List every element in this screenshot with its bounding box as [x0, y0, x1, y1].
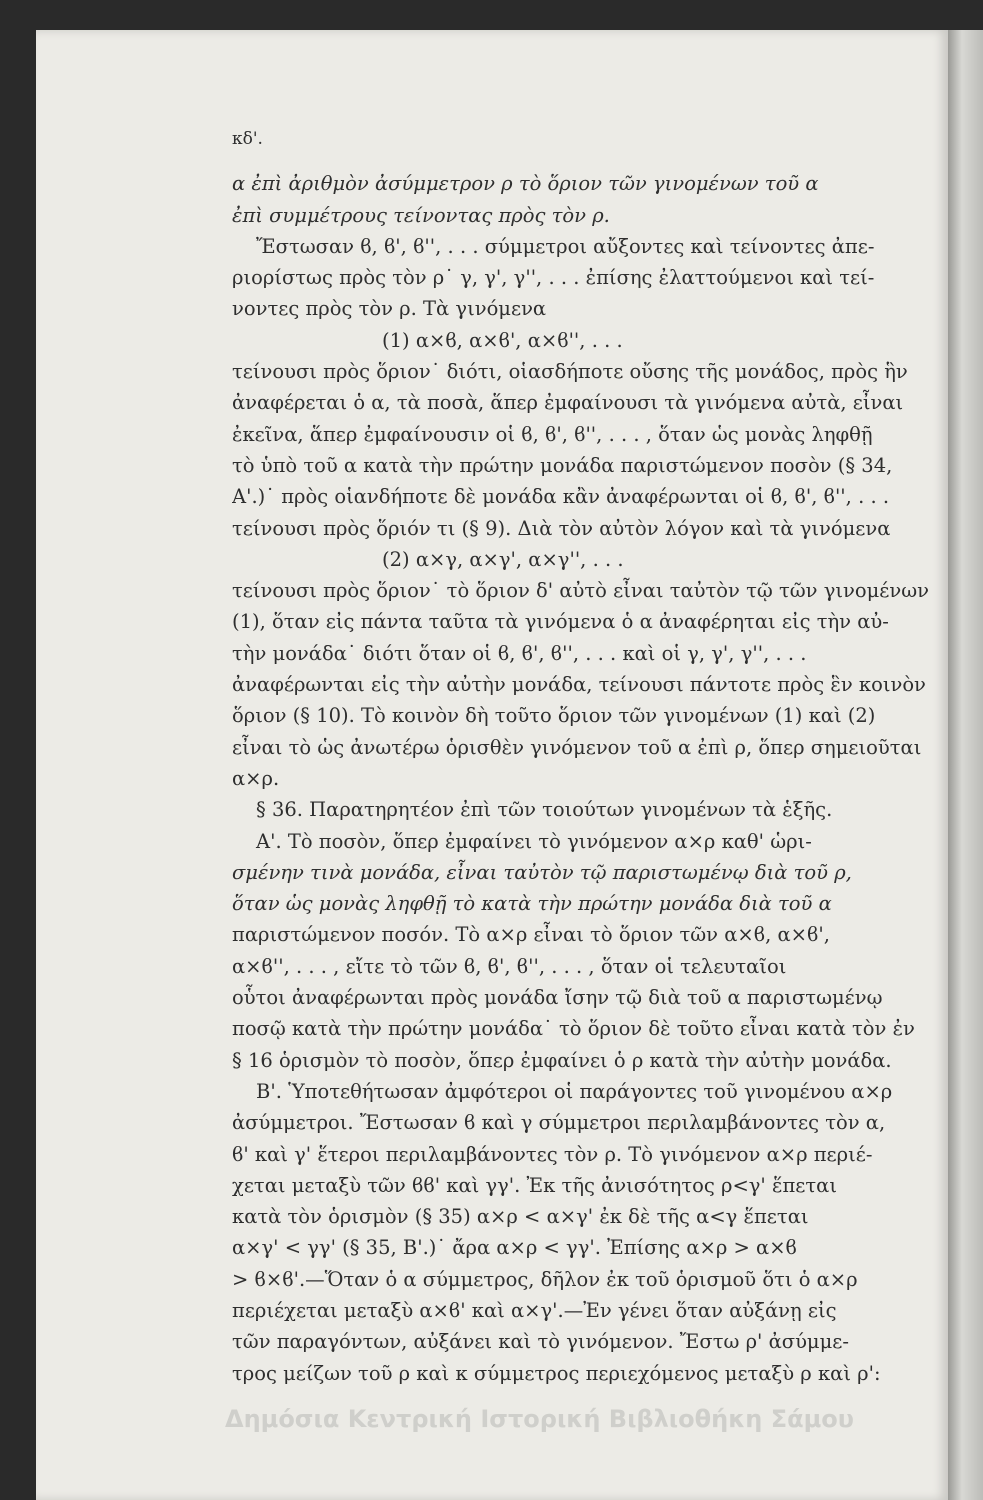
text-line: Β'. Ὑποτεθήτωσαν ἀμφότεροι οἱ παράγοντες τοῦ γινομένου α×ρ: [256, 1079, 893, 1103]
text-line: κατὰ τὸν ὁρισμὸν (§ 35) α×ρ < α×γ' ἐκ δὲ τῆς α<γ ἕπεται: [232, 1205, 809, 1229]
text-line: τείνουσι πρὸς ὅριον˙ τὸ ὅριον δ' αὐτὸ εἶναι ταὐτὸν τῷ τῶν γινομένων: [232, 579, 930, 603]
text-line: § 16 ὁρισμὸν τὸ ποσὸν, ὅπερ ἐμφαίνει ὁ ρ κατὰ τὴν αὐτὴν μονάδα.: [232, 1048, 892, 1072]
text-line: νοντες πρὸς τὸν ρ. Τὰ γινόμενα: [232, 297, 547, 321]
text-line: τείνουσι πρὸς ὅριον˙ διότι, οἱασδήποτε οὔσης τῆς μονάδος, πρὸς ἣν: [232, 360, 908, 384]
text-line: ποσῷ κατὰ τὴν πρώτην μονάδα˙ τὸ ὅριον δὲ τοῦτο εἶναι κατὰ τὸν ἐν: [232, 1017, 915, 1041]
text-line: ἀσύμμετροι. Ἔστωσαν ϐ καὶ γ σύμμετροι περιλαμβάνοντες τὸν α,: [232, 1111, 886, 1135]
text-line: (1) α×ϐ, α×ϐ', α×ϐ'', . . .: [382, 328, 623, 352]
text-line: α×γ' < γγ' (§ 35, Β'.)˙ ἄρα α×ρ < γγ'. Ἐπίσης α×ρ > α×ϐ: [232, 1236, 797, 1260]
page-text: [232, 124, 950, 1389]
library-watermark: Δημόσια Κεντρική Ιστορική Βιβλιοθήκη Σάμου: [225, 1405, 854, 1433]
text-line: ἐκεῖνα, ἅπερ ἐμφαίνουσιν οἱ ϐ, ϐ', ϐ'', . . . , ὅταν ὡς μονὰς ληφθῇ: [232, 422, 873, 446]
text-line: τὴν μονάδα˙ διότι ὅταν οἱ ϐ, ϐ', ϐ'', . . . καὶ οἱ γ, γ', γ'', . . .: [232, 641, 807, 665]
text-line: α×ρ.: [232, 766, 280, 790]
text-line: ἐπὶ συμμέτρους τείνοντας πρὸς τὸν ρ.: [232, 203, 610, 227]
text-line: ριορίστως πρὸς τὸν ρ˙ γ, γ', γ'', . . . ἐπίσης ἐλαττούμενοι καὶ τεί-: [232, 266, 875, 290]
text-line: τὸ ὑπὸ τοῦ α κατὰ τὴν πρώτην μονάδα παριστώμενον ποσὸν (§ 34,: [232, 453, 893, 477]
text-line: τείνουσι πρὸς ὅριόν τι (§ 9). Διὰ τὸν αὐτὸν λόγον καὶ τὰ γινόμενα: [232, 516, 891, 540]
text-line: ὅταν ὡς μονὰς ληφθῇ τὸ κατὰ τὴν πρώτην μονάδα διὰ τοῦ α: [232, 892, 832, 916]
text-line: > ϐ×ϐ'.—Ὅταν ὁ α σύμμετρος, δῆλον ἐκ τοῦ ὁρισμοῦ ὅτι ὁ α×ρ: [232, 1267, 858, 1291]
text-body: [232, 168, 950, 1389]
text-line: τρος μείζων τοῦ ρ καὶ κ σύμμετρος περιεχόμενος μεταξὺ ρ καὶ ρ':: [232, 1361, 881, 1385]
page-edge: [948, 30, 983, 1500]
text-line: Α'. Τὸ ποσὸν, ὅπερ ἐμφαίνει τὸ γινόμενον α×ρ καθ' ὡρι-: [256, 829, 812, 853]
text-line: ϐ' καὶ γ' ἕτεροι περιλαμβάνοντες τὸν ρ. Τὸ γινόμενον α×ρ περιέ-: [232, 1142, 873, 1166]
text-line: οὗτοι ἀναφέρωνται πρὸς μονάδα ἴσην τῷ διὰ τοῦ α παριστωμένῳ: [232, 986, 883, 1010]
text-line: § 36. Παρατηρητέον ἐπὶ τῶν τοιούτων γινομένων τὰ ἑξῆς.: [256, 798, 833, 822]
text-line: α ἐπὶ ἀριθμὸν ἀσύμμετρον ρ τὸ ὅριον τῶν γινομένων τοῦ α: [232, 172, 819, 196]
text-line: (1), ὅταν εἰς πάντα ταῦτα τὰ γινόμενα ὁ α ἀναφέρηται εἰς τὴν αὐ-: [232, 610, 889, 634]
text-line: σμένην τινὰ μονάδα, εἶναι ταὐτὸν τῷ παριστωμένῳ διὰ τοῦ ρ,: [232, 860, 852, 884]
text-line: περιέχεται μεταξὺ α×ϐ' καὶ α×γ'.—Ἐν γένει ὅταν αὐξάνῃ εἰς: [232, 1298, 837, 1322]
text-line: (2) α×γ, α×γ', α×γ'', . . .: [382, 547, 624, 571]
text-line: Ἔστωσαν ϐ, ϐ', ϐ'', . . . σύμμετροι αὔξοντες καὶ τείνοντες ἀπε-: [256, 234, 875, 258]
text-line: εἶναι τὸ ὡς ἀνωτέρω ὁρισθὲν γινόμενον τοῦ α ἐπὶ ρ, ὅπερ σημειοῦται: [232, 735, 922, 759]
text-line: τῶν παραγόντων, αὐξάνει καὶ τὸ γινόμενον. Ἔστω ρ' ἀσύμμε-: [232, 1330, 849, 1354]
text-line: ἀναφέρωνται εἰς τὴν αὐτὴν μονάδα, τείνουσι πάντοτε πρὸς ἓν κοινὸν: [232, 673, 926, 697]
text-line: α×ϐ'', . . . , εἴτε τὸ τῶν ϐ, ϐ', ϐ'', . . . , ὅταν οἱ τελευταῖοι: [232, 954, 787, 978]
page-number: κδ'.: [232, 129, 263, 149]
text-line: ὅριον (§ 10). Τὸ κοινὸν δὴ τοῦτο ὅριον τῶν γινομένων (1) καὶ (2): [232, 704, 876, 728]
text-line: χεται μεταξὺ τῶν ϐϐ' καὶ γγ'. Ἐκ τῆς ἀνισότητος ρ<γ' ἕπεται: [232, 1173, 837, 1197]
text-line: ἀναφέρεται ὁ α, τὰ ποσὰ, ἅπερ ἐμφαίνουσι τὰ γινόμενα αὐτὰ, εἶναι: [232, 391, 904, 415]
text-line: παριστώμενον ποσόν. Τὸ α×ρ εἶναι τὸ ὅριον τῶν α×ϐ, α×ϐ',: [232, 923, 830, 947]
text-line: Α'.)˙ πρὸς οἱανδήποτε δὲ μονάδα κἂν ἀναφέρωνται οἱ ϐ, ϐ', ϐ'', . . .: [232, 485, 890, 509]
